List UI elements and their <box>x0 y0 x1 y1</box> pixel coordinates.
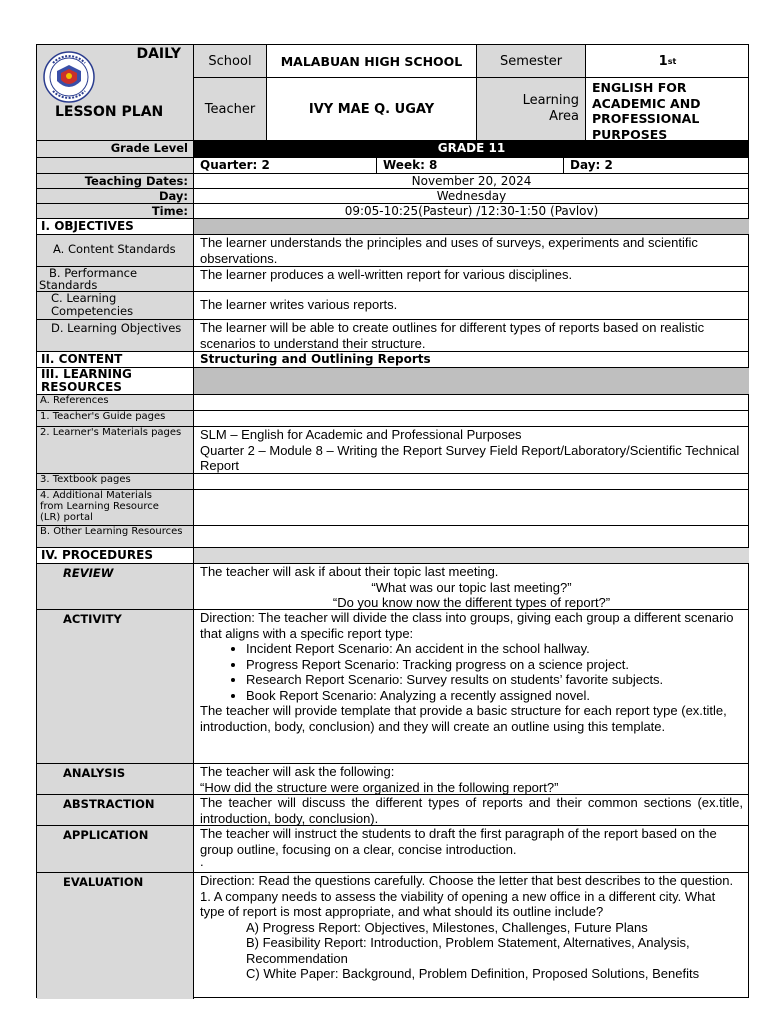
application-label: APPLICATION <box>37 826 194 873</box>
application-value <box>194 826 749 873</box>
semester-label: Semester <box>477 45 586 78</box>
performance-standards-label: B. Performance Standards <box>37 267 194 292</box>
activity-scenario-list <box>200 641 743 703</box>
evaluation-intro: Direction: Read the questions carefully. Choose the letter that best describes to the question. <box>200 873 734 888</box>
review-line1: The teacher will ask if about their topic last meeting. <box>200 564 499 579</box>
title-daily: DAILY <box>136 46 181 62</box>
learners-materials-line1: SLM – English for Academic and Professional Purposes <box>200 427 522 442</box>
abstraction-value: The teacher will discuss the different types of reports and their common sections (ex.title, introduction, body, conclusion). <box>194 795 749 826</box>
objectives-heading-fill <box>194 219 749 235</box>
deped-seal-icon <box>43 51 95 103</box>
learning-objectives-label: D. Learning Objectives <box>37 320 194 352</box>
additional-materials-label: 4. Additional Materials from Learning Resource (LR) portal <box>37 490 194 526</box>
learning-resources-heading-fill <box>194 368 749 395</box>
evaluation-question1: 1. A company needs to assess the viability of opening a new office in a different city. What type of report is most appropriate, and what should its outline include? <box>200 888 716 919</box>
application-dot: . <box>200 854 204 869</box>
activity-label: ACTIVITY <box>37 610 194 764</box>
procedures-heading: IV. PROCEDURES <box>37 548 194 564</box>
learning-competencies-value: The learner writes various reports. <box>194 292 749 320</box>
learning-objectives-value: The learner will be able to create outlines for different types of reports based on realistic scenarios to understand their structure. <box>194 320 749 352</box>
references-value <box>194 395 749 411</box>
school-value: MALABUAN HIGH SCHOOL <box>267 45 477 78</box>
teachers-guide-label: 1. Teacher's Guide pages <box>37 411 194 427</box>
list-item: • Progress Report Scenario: Tracking progress on a science project. <box>246 657 743 673</box>
day-number-value: Day: 2 <box>564 158 749 174</box>
learners-materials-line2: Quarter 2 – Module 8 – Writing the Report Survey Field Report/Laboratory/Scientific Technical Report <box>200 442 740 473</box>
day-label: Day: <box>37 189 194 204</box>
additional-materials-value <box>194 490 749 526</box>
objectives-heading: I. OBJECTIVES <box>37 219 194 235</box>
activity-outro: The teacher will provide template that provide a basic structure for each report type (ex.title, introduction, body, conclusion) and they will create an outline using this template. <box>200 703 727 734</box>
teaching-dates-label: Teaching Dates: <box>37 174 194 189</box>
learners-materials-value <box>194 427 749 474</box>
review-question2: “Do you know now the different types of report?” <box>332 595 611 610</box>
learning-resources-heading: III. LEARNING RESOURCES <box>37 368 194 395</box>
time-label: Time: <box>37 204 194 219</box>
learners-materials-label: 2. Learner's Materials pages <box>37 427 194 474</box>
content-value: Structuring and Outlining Reports <box>194 352 749 368</box>
lesson-plan-document <box>36 44 749 998</box>
list-item: • Research Report Scenario: Survey results on students’ favorite subjects. <box>246 672 743 688</box>
evaluation-value <box>194 873 749 999</box>
content-heading: II. CONTENT <box>37 352 194 368</box>
textbook-pages-value <box>194 474 749 490</box>
review-value <box>194 564 749 610</box>
references-label: A. References <box>37 395 194 411</box>
application-text: The teacher will instruct the students to draft the first paragraph of the report based on the group outline, focusing on a clear, concise introduction. <box>200 826 717 857</box>
activity-intro: Direction: The teacher will divide the class into groups, giving each group a different scenario that aligns with a specific report type: <box>200 610 734 641</box>
teaching-dates-value: November 20, 2024 <box>194 174 749 189</box>
content-standards-value: The learner understands the principles and uses of surveys, experiments and scientific observations. <box>194 235 749 267</box>
analysis-line1: The teacher will ask the following: <box>200 764 395 779</box>
list-item: • Incident Report Scenario: An accident in the school hallway. <box>246 641 743 657</box>
content-standards-label: A. Content Standards <box>37 235 194 267</box>
analysis-line2: “How did the structure were organized in the following report?” <box>200 779 559 795</box>
evaluation-option-a: A) Progress Report: Objectives, Milestones, Challenges, Future Plans <box>246 919 648 935</box>
learning-area-label: Learning Area <box>477 78 586 141</box>
evaluation-option-b: B) Feasibility Report: Introduction, Problem Statement, Alternatives, Analysis, Recommendation <box>246 935 690 966</box>
title-lesson-plan: LESSON PLAN <box>55 104 164 120</box>
grade-level-value: GRADE 11 <box>194 141 749 158</box>
school-label: School <box>194 45 267 78</box>
learning-competencies-label: C. Learning Competencies <box>37 292 194 320</box>
title-block <box>37 45 194 141</box>
quarter-value: Quarter: 2 <box>194 158 377 174</box>
quarter-row-label <box>37 158 194 174</box>
other-resources-label: B. Other Learning Resources <box>37 526 194 548</box>
learning-area-value: ENGLISH FOR ACADEMIC AND PROFESSIONAL PURPOSES <box>586 78 749 141</box>
procedures-heading-fill <box>194 548 749 564</box>
evaluation-option-c: C) White Paper: Background, Problem Definition, Proposed Solutions, Benefits <box>246 966 700 981</box>
list-item: • Book Report Scenario: Analyzing a recently assigned novel. <box>246 688 743 704</box>
teachers-guide-value <box>194 411 749 427</box>
semester-value: 1 st <box>586 45 749 78</box>
activity-value <box>194 610 749 764</box>
performance-standards-value: The learner produces a well-written report for various disciplines. <box>194 267 749 292</box>
evaluation-label: EVALUATION <box>37 873 194 999</box>
day-value: Wednesday <box>194 189 749 204</box>
review-question1: “What was our topic last meeting?” <box>371 579 572 595</box>
teacher-label: Teacher <box>194 78 267 141</box>
textbook-pages-label: 3. Textbook pages <box>37 474 194 490</box>
grade-level-label: Grade Level <box>37 141 194 158</box>
week-value: Week: 8 <box>377 158 564 174</box>
abstraction-label: ABSTRACTION <box>37 795 194 826</box>
time-value: 09:05-10:25(Pasteur) /12:30-1:50 (Pavlov) <box>194 204 749 219</box>
review-label: REVIEW <box>37 564 194 610</box>
analysis-value <box>194 764 749 795</box>
teacher-value: IVY MAE Q. UGAY <box>267 78 477 141</box>
analysis-label: ANALYSIS <box>37 764 194 795</box>
other-resources-value <box>194 526 749 548</box>
